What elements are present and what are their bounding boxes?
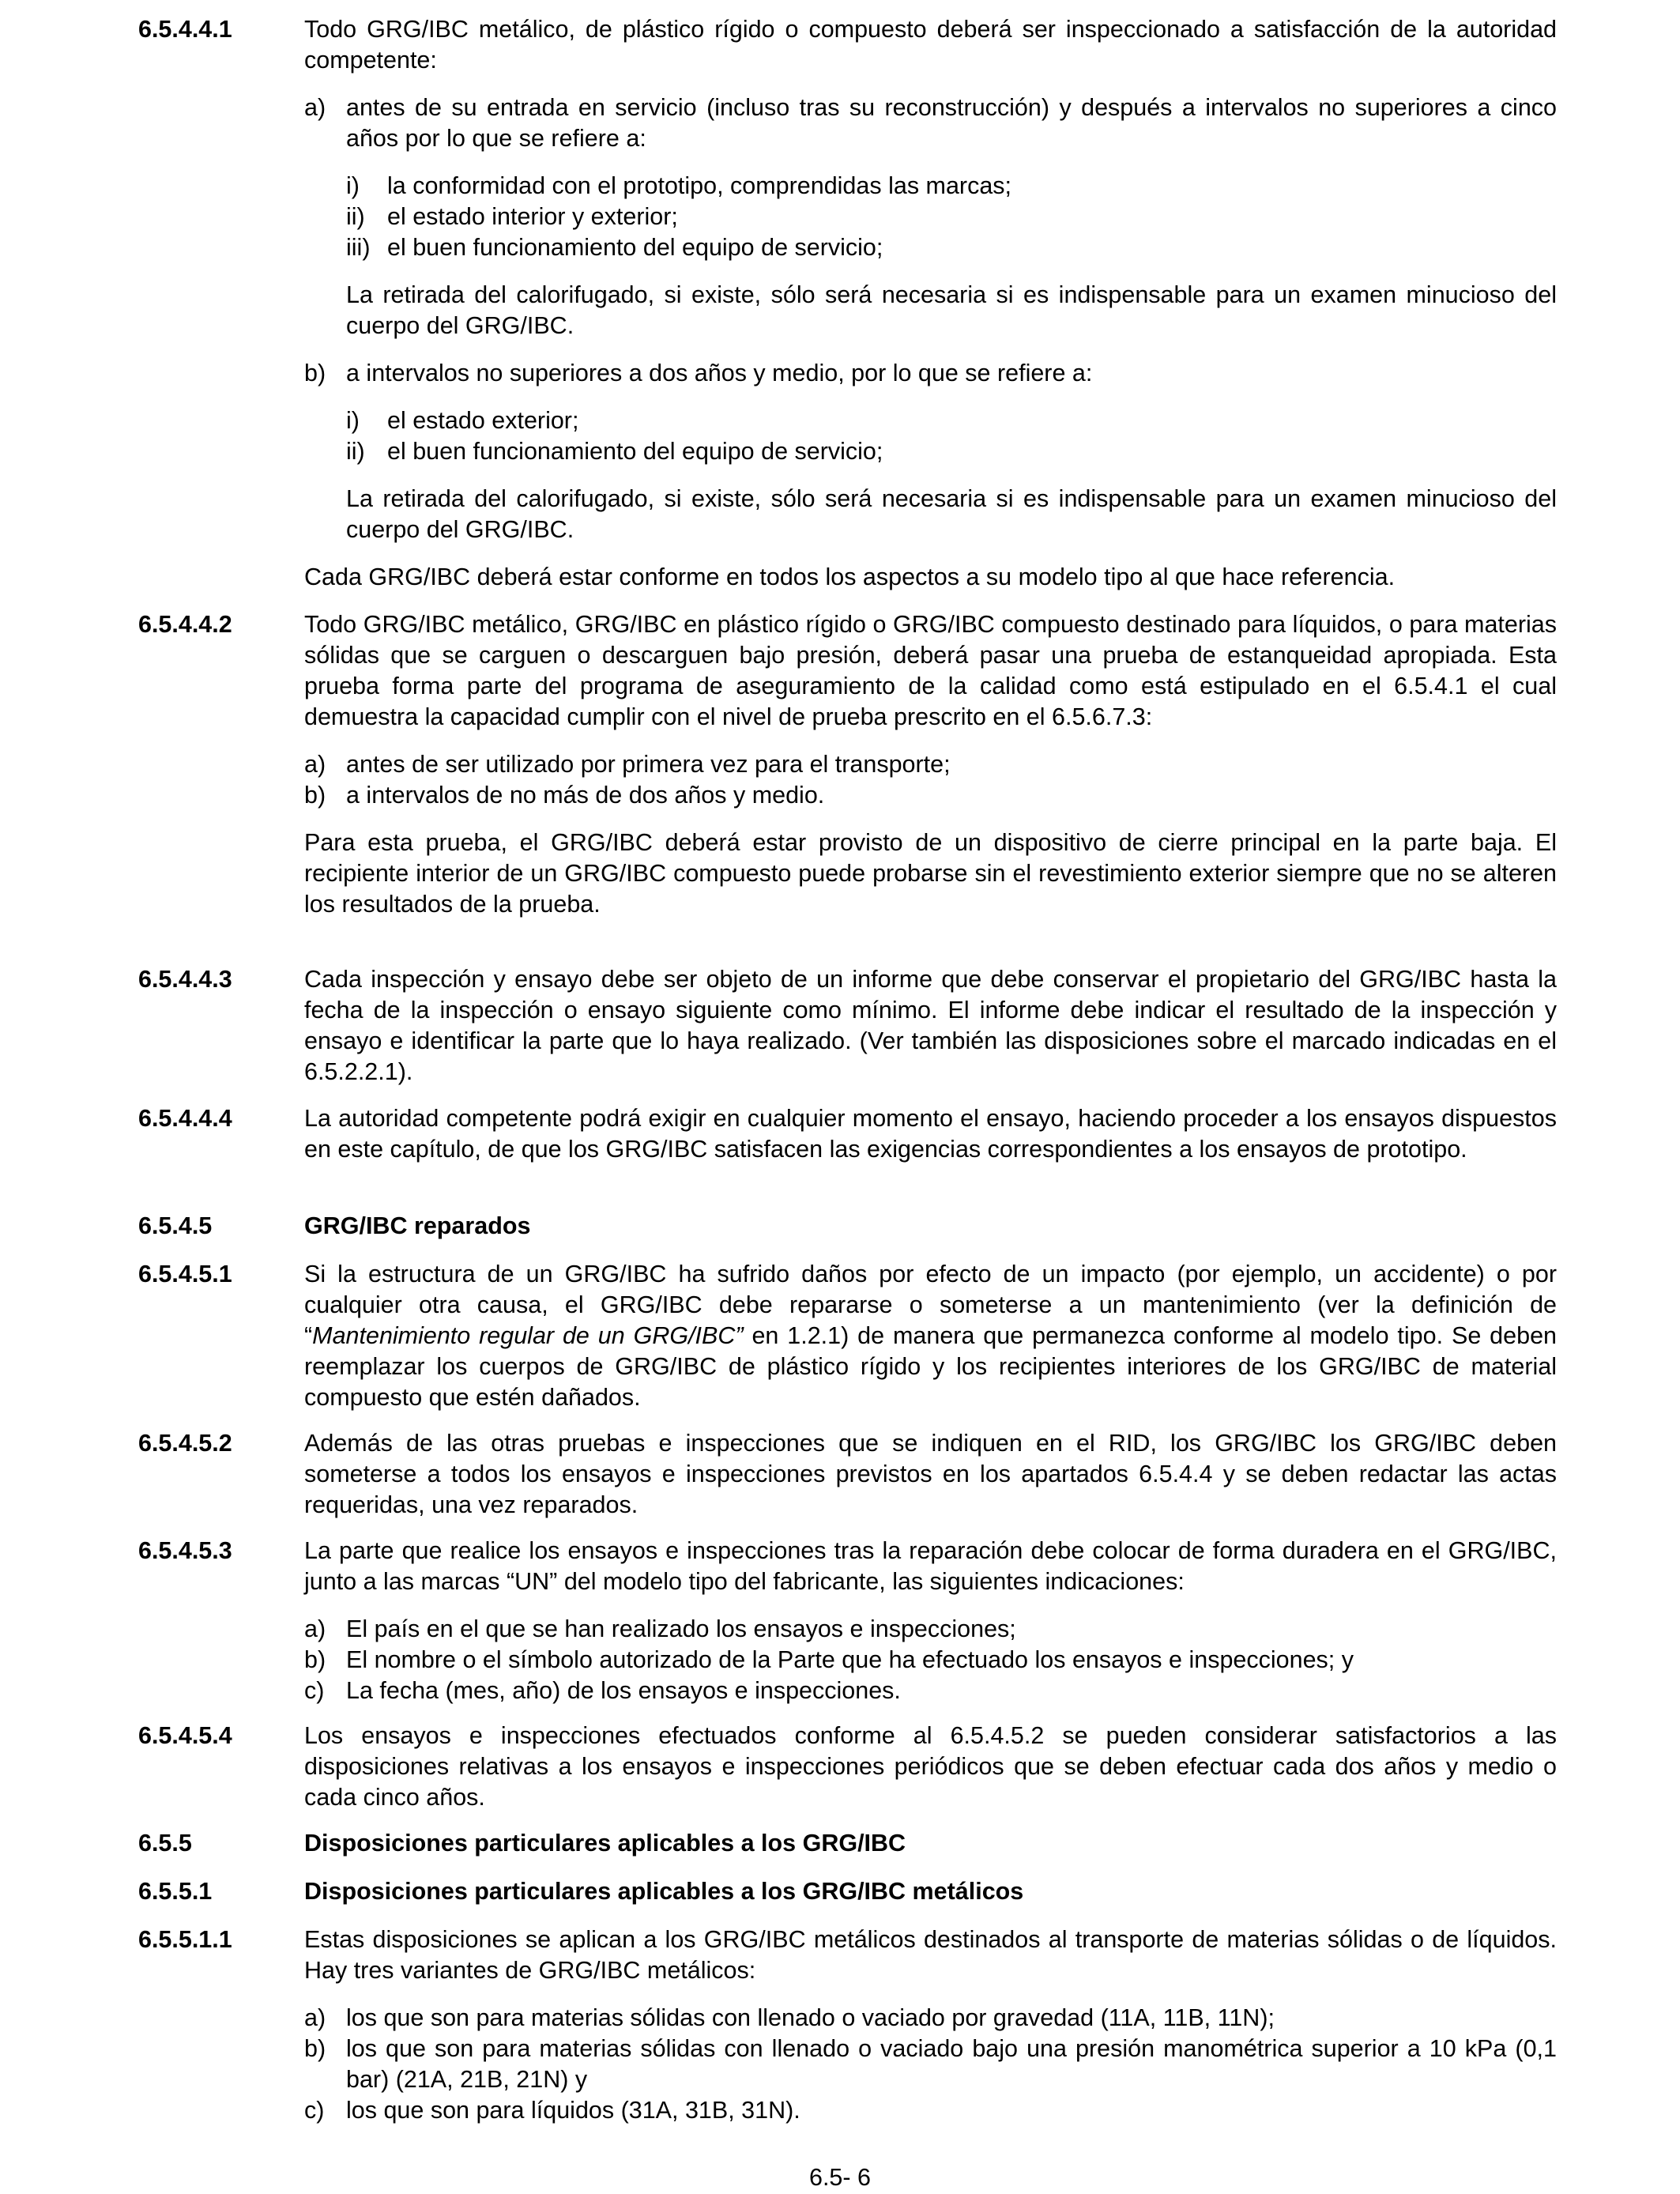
section-number: 6.5.5.1 xyxy=(138,1878,213,1905)
section-6-5-4-5-2 xyxy=(138,1428,1557,1521)
item-text: a intervalos no superiores a dos años y medio, por lo que se refiere a: xyxy=(346,360,1093,386)
section-6-5-4-5-1 xyxy=(138,1259,1557,1413)
section-6-5-4-4-3 xyxy=(138,964,1557,1088)
section-6-5-5-1-1 xyxy=(138,1924,1557,2126)
section-6-5-4-4-1 xyxy=(138,14,1557,593)
paragraph: La autoridad competente podrá exigir en cualquier momento el ensayo, haciendo proceder a los ensayos dispuestos en este capítulo, de que los GRG/IBC satisfacen las exigencias correspondientes a los ensayos de prototipo. xyxy=(304,1105,1557,1163)
item-label: i) xyxy=(346,407,360,434)
paragraph: Estas disposiciones se aplican a los GRG/IBC metálicos destinados al transporte de materias sólidas o de líquidos. Hay tres variantes de GRG/IBC metálicos: xyxy=(304,1926,1557,1984)
list-item xyxy=(304,749,1557,780)
list xyxy=(304,2003,1557,2126)
sub-list-item xyxy=(346,171,1557,202)
item-label: iii) xyxy=(346,234,371,261)
item-text: La fecha (mes, año) de los ensayos e inspecciones. xyxy=(346,1677,901,1704)
section-6-5-4-5 xyxy=(138,1211,1557,1242)
text-run: Si la estructura de un GRG/IBC ha sufrido daños por efecto de un impacto (por ejemplo, un accidente) o por cualquier otra causa, el GRG/IBC debe repararse o someterse a un mantenimiento (ver la definición de “ xyxy=(304,1261,1557,1349)
item-label: a) xyxy=(304,1615,326,1642)
section-heading: GRG/IBC reparados xyxy=(304,1212,531,1239)
section-number: 6.5.4.4.1 xyxy=(138,16,232,43)
item-text: el estado exterior; xyxy=(387,407,579,434)
paragraph: Cada inspección y ensayo debe ser objeto de un informe que debe conservar el propietario del GRG/IBC hasta la fecha de la inspección o ensayo siguiente como mínimo. El informe debe indicar el resultado de la inspección y ensayo e identificar la parte que lo haya realizado. (Ver también las disposiciones sobre el marcado indicadas en el 6.5.2.2.1). xyxy=(304,966,1557,1085)
item-label: c) xyxy=(304,1677,325,1704)
item-text: a intervalos de no más de dos años y medio. xyxy=(346,782,825,809)
section-number: 6.5.4.5.2 xyxy=(138,1430,232,1457)
item-text: El país en el que se han realizado los ensayos e inspecciones; xyxy=(346,1615,1016,1642)
item-label: a) xyxy=(304,94,326,121)
item-label: b) xyxy=(304,2035,326,2062)
section-heading: Disposiciones particulares aplicables a los GRG/IBC metálicos xyxy=(304,1878,1024,1905)
item-text: antes de ser utilizado por primera vez para el transporte; xyxy=(346,751,951,778)
paragraph: Además de las otras pruebas e inspecciones que se indiquen en el RID, los GRG/IBC los GRG/IBC deben someterse a todos los ensayos e inspecciones previstos en los apartados 6.5.4.4 y se deben redactar las actas requeridas, una vez reparados. xyxy=(304,1430,1557,1518)
item-label: i) xyxy=(346,172,360,199)
section-number: 6.5.5.1.1 xyxy=(138,1926,232,1953)
section-6-5-5 xyxy=(138,1828,1557,1859)
item-text: los que son para materias sólidas con llenado o vaciado bajo una presión manométrica superior a 10 kPa (0,1 bar) (21A, 21B, 21N) y xyxy=(346,2035,1557,2093)
list-item xyxy=(304,780,1557,811)
item-label: a) xyxy=(304,751,326,778)
item-text: el buen funcionamiento del equipo de servicio; xyxy=(387,438,883,465)
item-text: el estado interior y exterior; xyxy=(387,203,678,230)
list-item xyxy=(304,2003,1557,2034)
section-number: 6.5.4.5 xyxy=(138,1212,213,1239)
item-text: antes de su entrada en servicio (incluso tras su reconstrucción) y después a intervalos no superiores a cinco años por lo que se refiere a: xyxy=(346,94,1557,152)
list-item xyxy=(304,2034,1557,2095)
page-number: 6.5- 6 xyxy=(809,2164,871,2191)
section-number: 6.5.4.4.4 xyxy=(138,1105,232,1132)
item-label: ii) xyxy=(346,203,365,230)
section-number: 6.5.4.5.1 xyxy=(138,1261,232,1287)
list xyxy=(304,1614,1557,1706)
item-label: b) xyxy=(304,360,326,386)
item-text: los que son para materias sólidas con llenado o vaciado por gravedad (11A, 11B, 11N); xyxy=(346,2004,1275,2031)
sub-list-item xyxy=(346,202,1557,232)
sub-list xyxy=(346,171,1557,263)
item-text: la conformidad con el prototipo, comprendidas las marcas; xyxy=(387,172,1012,199)
section-6-5-4-4-2 xyxy=(138,609,1557,920)
list-item xyxy=(304,358,1557,389)
item-text: los que son para líquidos (31A, 31B, 31N). xyxy=(346,2097,800,2124)
list-item xyxy=(304,1645,1557,1676)
note-paragraph: La retirada del calorifugado, si existe, sólo será necesaria si es indispensable para un examen minucioso del cuerpo del GRG/IBC. xyxy=(346,485,1557,543)
paragraph: La parte que realice los ensayos e inspecciones tras la reparación debe colocar de forma duradera en el GRG/IBC, junto a las marcas “UN” del modelo tipo del fabricante, las siguientes indicaciones: xyxy=(304,1537,1557,1595)
section-6-5-4-4-4 xyxy=(138,1103,1557,1165)
list-item xyxy=(304,1676,1557,1706)
item-label: a) xyxy=(304,2004,326,2031)
section-number: 6.5.4.4.2 xyxy=(138,611,232,638)
italic-term: Mantenimiento regular de un GRG/IBC” xyxy=(312,1322,744,1349)
sub-list-item xyxy=(346,405,1557,436)
item-label: c) xyxy=(304,2097,325,2124)
section-6-5-4-5-4 xyxy=(138,1721,1557,1813)
section-6-5-4-5-3 xyxy=(138,1536,1557,1706)
list xyxy=(304,749,1557,811)
item-label: b) xyxy=(304,782,326,809)
item-text: el buen funcionamiento del equipo de servicio; xyxy=(387,234,883,261)
paragraph: Para esta prueba, el GRG/IBC deberá estar provisto de un dispositivo de cierre principal en la parte baja. El recipiente interior de un GRG/IBC compuesto puede probarse sin el revestimiento exterior siempre que no se alteren los resultados de la prueba. xyxy=(304,829,1557,918)
item-label: ii) xyxy=(346,438,365,465)
note-paragraph: La retirada del calorifugado, si existe, sólo será necesaria si es indispensable para un examen minucioso del cuerpo del GRG/IBC. xyxy=(346,281,1557,339)
list-item xyxy=(304,92,1557,154)
paragraph: Todo GRG/IBC metálico, GRG/IBC en plástico rígido o GRG/IBC compuesto destinado para líquidos, o para materias sólidas que se carguen o descarguen bajo presión, deberá pasar una prueba de estanqueidad apropiada. Esta prueba forma parte del programa de aseguramiento de la calidad como está estipulado en el 6.5.4.1 el cual demuestra la capacidad cumplir con el nivel de prueba prescrito en el 6.5.6.7.3: xyxy=(304,611,1557,730)
text-run: en 1.2.1) de manera que permanezca conforme al modelo tipo. Se deben reemplazar los cuerpos de GRG/IBC de plástico rígido y los recipientes interiores de los GRG/IBC de material compuesto que estén dañados. xyxy=(304,1322,1557,1411)
sub-list xyxy=(346,405,1557,467)
section-number: 6.5.4.5.3 xyxy=(138,1537,232,1564)
item-label: b) xyxy=(304,1646,326,1673)
paragraph xyxy=(304,1259,1557,1413)
section-number: 6.5.4.4.3 xyxy=(138,966,232,993)
section-heading: Disposiciones particulares aplicables a los GRG/IBC xyxy=(304,1830,906,1857)
item-text: El nombre o el símbolo autorizado de la Parte que ha efectuado los ensayos e inspecciones; y xyxy=(346,1646,1354,1673)
list-item xyxy=(304,2095,1557,2126)
sub-list-item xyxy=(346,232,1557,263)
section-number: 6.5.4.5.4 xyxy=(138,1722,232,1749)
paragraph: Los ensayos e inspecciones efectuados conforme al 6.5.4.5.2 se pueden considerar satisfactorios a las disposiciones relativas a los ensayos e inspecciones periódicos que se deben efectuar cada dos años y medio o cada cinco años. xyxy=(304,1722,1557,1811)
section-6-5-5-1 xyxy=(138,1876,1557,1907)
paragraph: Todo GRG/IBC metálico, de plástico rígido o compuesto deberá ser inspeccionado a satisfacción de la autoridad competente: xyxy=(304,16,1557,74)
section-number: 6.5.5 xyxy=(138,1830,192,1857)
sub-list-item xyxy=(346,436,1557,467)
paragraph: Cada GRG/IBC deberá estar conforme en todos los aspectos a su modelo tipo al que hace referencia. xyxy=(304,564,1396,590)
list-item xyxy=(304,1614,1557,1645)
